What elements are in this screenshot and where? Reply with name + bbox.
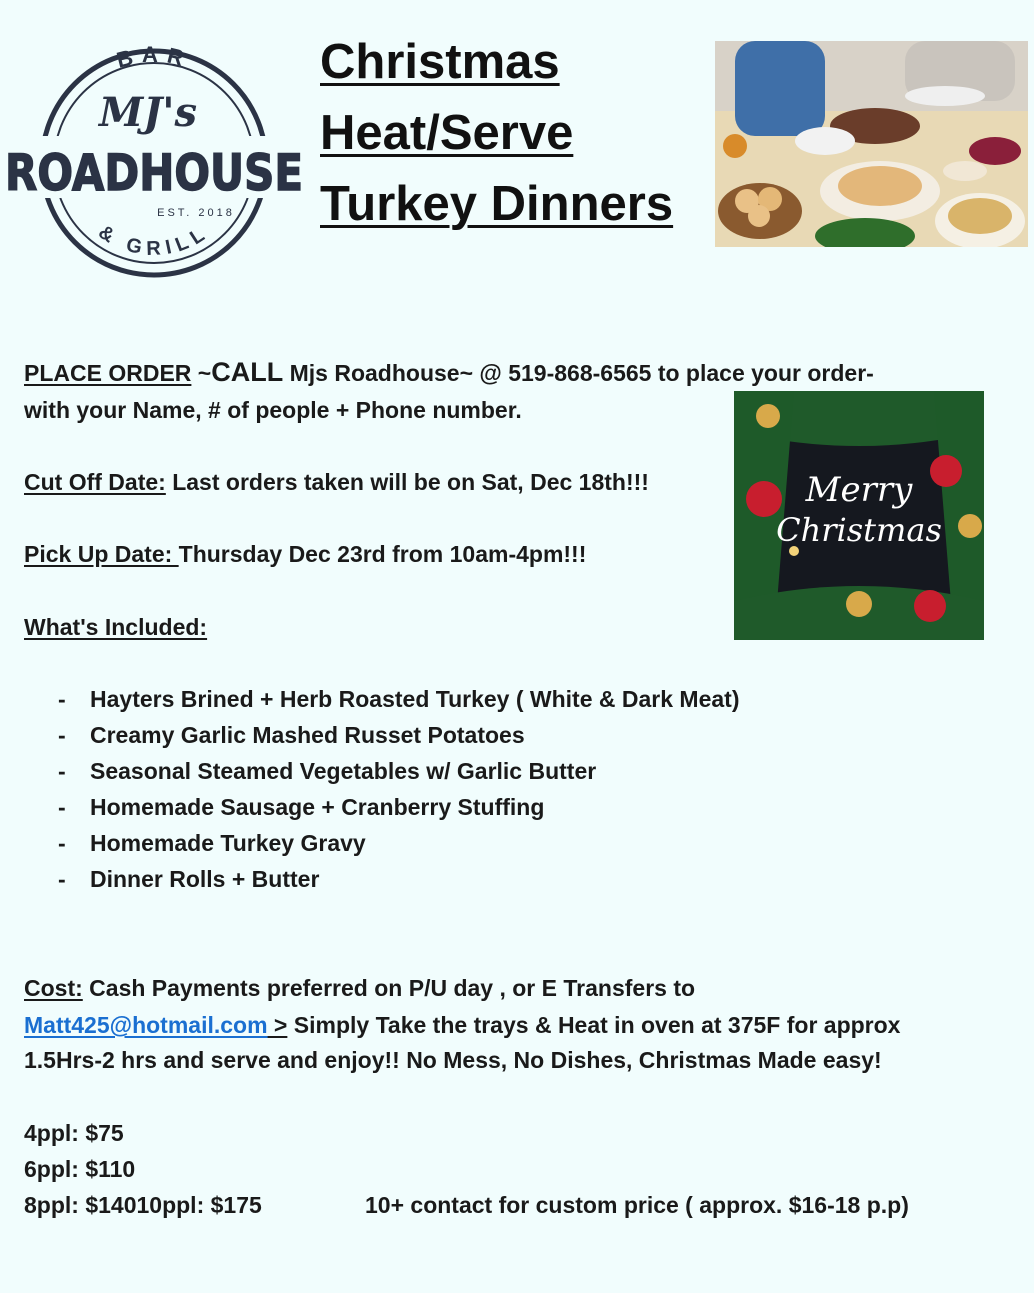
call-word: CALL <box>211 357 284 387</box>
xmas-card-graphic <box>734 391 984 640</box>
xmas-card-text-merry: Merry <box>805 470 913 510</box>
call-prefix: ~ <box>191 360 212 386</box>
list-item-text: Dinner Rolls + Butter <box>90 866 320 892</box>
cost-line-2-text: Simply Take the trays & Heat in oven at 375F for approx <box>287 1012 901 1038</box>
svg-text:BAR <box>114 42 194 73</box>
list-item-text: Hayters Brined + Herb Roasted Turkey ( White & Dark Meat) <box>90 686 740 712</box>
list-item <box>58 794 544 821</box>
list-item <box>58 722 525 749</box>
included-label: What's Included: <box>24 614 208 640</box>
list-item-text: Creamy Garlic Mashed Russet Potatoes <box>90 722 525 748</box>
list-item <box>58 866 319 893</box>
logo-bottom-text: & GRILL <box>94 220 214 261</box>
list-dash: - <box>58 686 66 712</box>
pickup-line <box>24 541 586 567</box>
logo-graphic <box>0 38 308 283</box>
price-4ppl: 4ppl: $75 <box>24 1120 124 1146</box>
price-6ppl: 6ppl: $110 <box>24 1156 136 1182</box>
merry-christmas-image <box>734 391 984 640</box>
list-dash: - <box>58 830 66 856</box>
pickup-text: Thursday Dec 23rd from 10am-4pm!!! <box>178 541 587 567</box>
cost-line <box>24 975 695 1001</box>
email-link[interactable]: Matt425@hotmail.com <box>24 1012 268 1038</box>
food-photo <box>715 41 1028 247</box>
list-dash: - <box>58 722 66 748</box>
cutoff-text: Last orders taken will be on Sat, Dec 18th!!! <box>165 469 649 495</box>
logo-top-text: BAR <box>113 42 195 73</box>
arrow-symbol: > <box>267 1012 288 1038</box>
logo-main-text: ROADHOUSE <box>5 144 303 202</box>
cost-text: Cash Payments preferred on P/U day , or E Transfers to <box>82 975 696 1001</box>
title-line-2: Heat/Serve <box>320 106 574 160</box>
list-item-text: Homemade Turkey Gravy <box>90 830 366 856</box>
list-item <box>58 830 366 857</box>
title-line-3: Turkey Dinners <box>320 177 674 231</box>
list-dash: - <box>58 758 66 784</box>
list-item-text: Homemade Sausage + Cranberry Stuffing <box>90 794 545 820</box>
list-dash: - <box>58 866 66 892</box>
list-item <box>58 758 596 785</box>
logo-est-text: EST. 2018 <box>157 207 235 219</box>
place-order-line-2: with your Name, # of people + Phone number. <box>24 397 522 423</box>
cost-line-2 <box>24 1012 900 1038</box>
list-item-text: Seasonal Steamed Vegetables w/ Garlic Butter <box>90 758 597 784</box>
cost-label: Cost: <box>24 975 83 1001</box>
cutoff-line <box>24 469 649 495</box>
price-custom: 10+ contact for custom price ( approx. $16-18 p.p) <box>365 1192 909 1218</box>
place-order-line <box>24 357 874 388</box>
list-dash: - <box>58 794 66 820</box>
list-item <box>58 686 740 713</box>
pickup-label: Pick Up Date: <box>24 541 179 567</box>
roadhouse-logo <box>0 38 308 283</box>
place-order-label: PLACE ORDER <box>24 360 192 386</box>
xmas-card-text-christmas: Christmas <box>776 511 942 549</box>
logo-script-text: MJ's <box>99 89 197 136</box>
price-8ppl: 8ppl: $14010ppl: $175 <box>24 1192 262 1218</box>
place-order-text: Mjs Roadhouse~ @ 519-868-6565 to place your order- <box>283 360 874 386</box>
cost-line-3: 1.5Hrs-2 hrs and serve and enjoy!! No Mess, No Dishes, Christmas Made easy! <box>24 1047 882 1073</box>
title-line-1: Christmas <box>320 35 560 89</box>
cutoff-label: Cut Off Date: <box>24 469 166 495</box>
food-photo-graphic <box>715 41 1028 247</box>
